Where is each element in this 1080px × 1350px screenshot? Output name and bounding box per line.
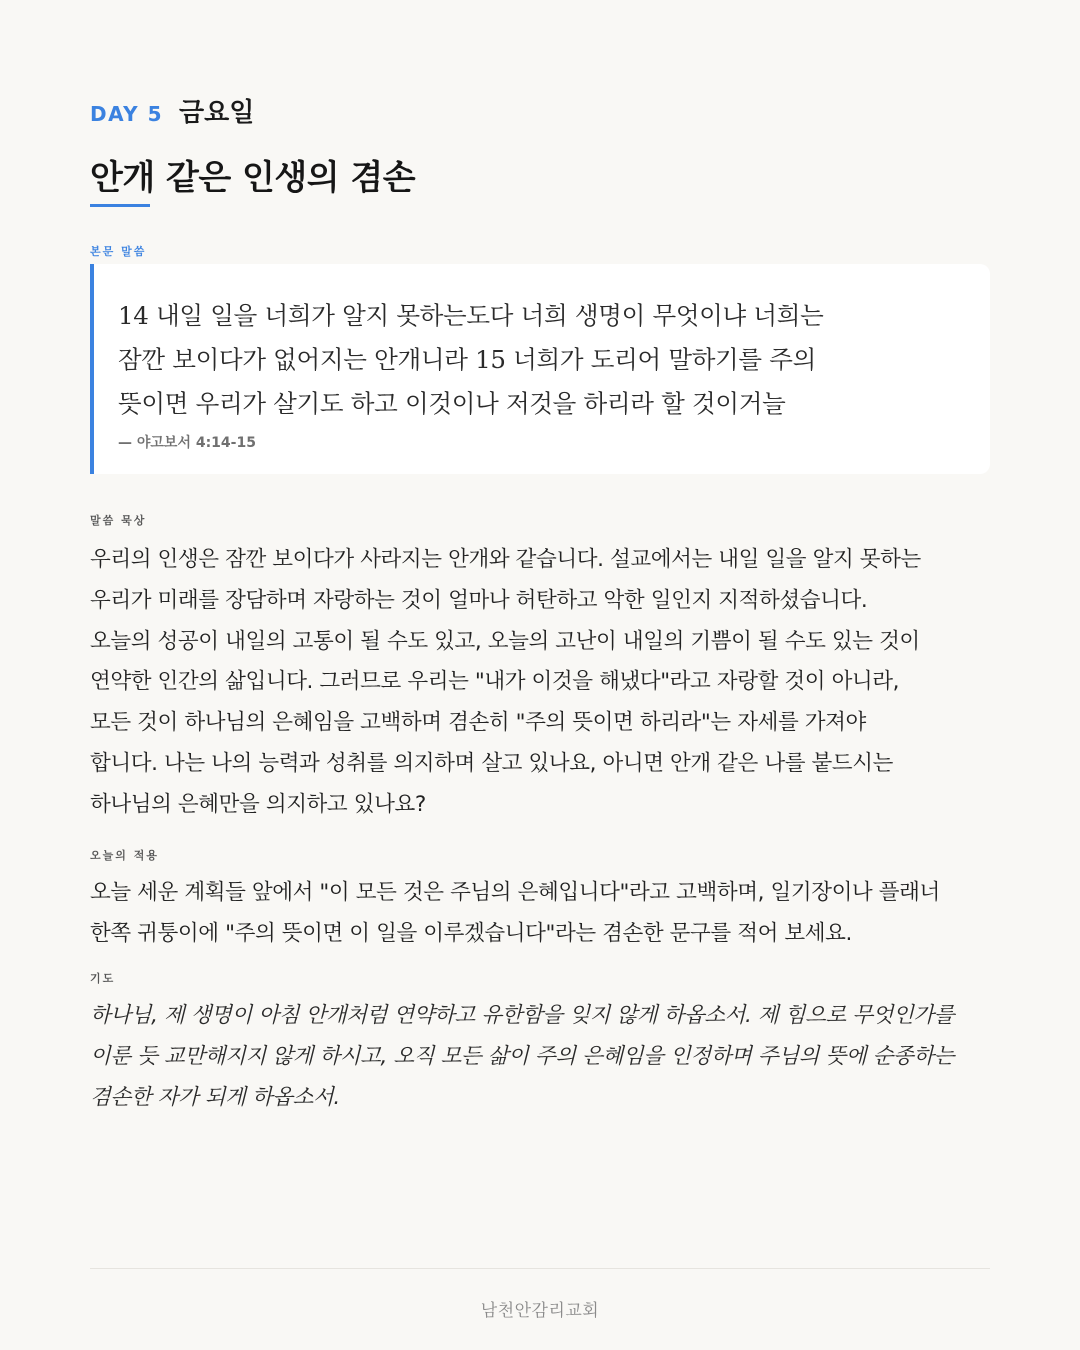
church-name: 남천안감리교회	[480, 1301, 600, 1321]
application-line: 오늘 세운 계획들 앞에서 "이 모든 것은 주님의 은혜입니다"라고 고백하며, 일기장이나 플래너	[90, 880, 940, 905]
page-title: 안개 같은 인생의 겸손	[90, 158, 416, 198]
day-label: DAY 5	[90, 102, 164, 126]
title-underline	[90, 204, 150, 207]
scripture-line: 14 내일 일을 너희가 알지 못하는도다 너희 생명이 무엇이냐 너희는	[118, 301, 824, 330]
meditation-line: 연약한 인간의 삶입니다. 그러므로 우리는 "내가 이것을 해냈다"라고 자랑할 것이 아니라,	[90, 669, 900, 695]
scripture-card	[90, 264, 990, 474]
application-line: 한쪽 귀퉁이에 "주의 뜻이면 이 일을 이루겠습니다"라는 겸손한 문구를 적어 보세요.	[90, 920, 852, 946]
scripture-reference: — 야고보서 4:14-15	[118, 435, 256, 451]
application-text	[90, 873, 990, 955]
meditation-line: 하나님의 은혜만을 의지하고 있나요?	[90, 791, 426, 817]
meditation-text	[90, 540, 990, 826]
prayer-line: 겸손한 자가 되게 하옵소서.	[90, 1084, 340, 1110]
day-header	[90, 92, 254, 129]
prayer-text	[90, 996, 990, 1118]
prayer-line: 하나님, 제 생명이 아침 안개처럼 연약하고 유한함을 잊지 않게 하옵소서. 제 힘으로 무엇인가를	[90, 1003, 955, 1028]
prayer-line: 이룬 듯 교만해지지 않게 하시고, 오직 모든 삶이 주의 은혜임을 인정하며 주님의 뜻에 순종하는	[90, 1043, 955, 1069]
weekday-label: 금요일	[179, 98, 255, 128]
scripture-line: 잠깐 보이다가 없어지는 안개니라 15 너희가 도리어 말하기를 주의	[118, 345, 817, 374]
meditation-line: 모든 것이 하나님의 은혜임을 고백하며 겸손히 "주의 뜻이면 하리라"는 자세를 가져야	[90, 710, 866, 736]
devotional-page	[90, 0, 990, 1350]
scripture-section-label: 본문 말씀	[90, 245, 147, 258]
meditation-line: 오늘의 성공이 내일의 고통이 될 수도 있고, 오늘의 고난이 내일의 기쁨이 될 수도 있는 것이	[90, 628, 920, 654]
meditation-line: 우리가 미래를 장담하며 자랑하는 것이 얼마나 허탄하고 악한 일인지 지적하셨습니다.	[90, 587, 868, 613]
scripture-text	[118, 294, 950, 426]
application-section-label: 오늘의 적용	[90, 849, 159, 862]
meditation-section-label: 말씀 묵상	[90, 514, 147, 527]
meditation-line: 우리의 인생은 잠깐 보이다가 사라지는 안개와 같습니다. 설교에서는 내일 일을 알지 못하는	[90, 547, 921, 572]
meditation-line: 합니다. 나는 나의 능력과 성취를 의지하며 살고 있나요, 아니면 안개 같은 나를 붙드시는	[90, 750, 893, 776]
scripture-line: 뜻이면 우리가 살기도 하고 이것이나 저것을 하리라 할 것이거늘	[118, 389, 786, 418]
prayer-section-label: 기도	[90, 972, 116, 985]
footer-divider	[90, 1268, 990, 1269]
